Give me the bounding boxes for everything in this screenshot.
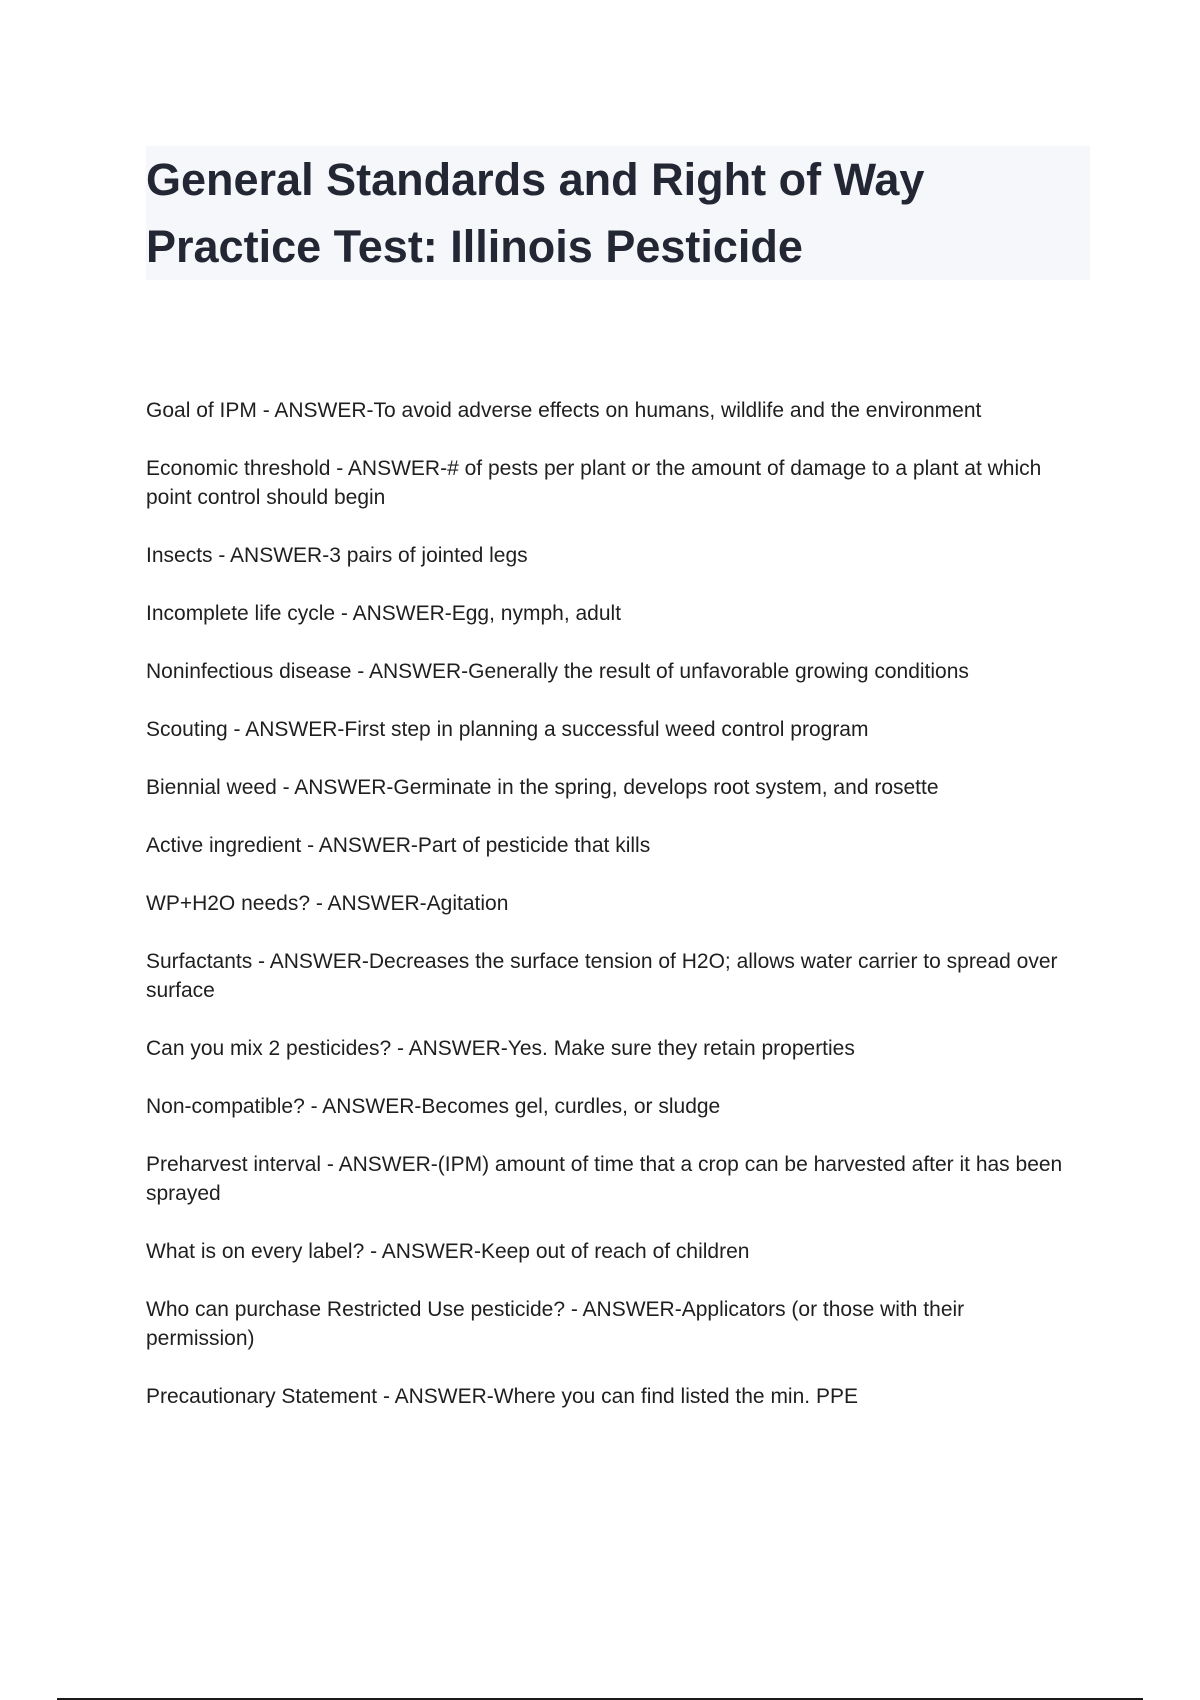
qa-item: Surfactants - ANSWER-Decreases the surface tension of H2O; allows water carrier to spread over surface: [146, 950, 1058, 1002]
qa-item: Active ingredient - ANSWER-Part of pesticide that kills: [146, 834, 651, 857]
qa-item: Noninfectious disease - ANSWER-Generally the result of unfavorable growing conditions: [146, 660, 969, 683]
qa-item: WP+H2O needs? - ANSWER-Agitation: [146, 892, 509, 915]
qa-item: Insects - ANSWER-3 pairs of jointed legs: [146, 544, 528, 567]
qa-item: Scouting - ANSWER-First step in planning a successful weed control program: [146, 718, 869, 741]
qa-item: Non-compatible? - ANSWER-Becomes gel, curdles, or sludge: [146, 1095, 721, 1118]
qa-list: [146, 396, 1076, 1440]
qa-item: Biennial weed - ANSWER-Germinate in the spring, develops root system, and rosette: [146, 776, 939, 799]
qa-item: Preharvest interval - ANSWER-(IPM) amount of time that a crop can be harvested after it has been sprayed: [146, 1153, 1063, 1205]
title-block: [146, 146, 1090, 280]
qa-item: Incomplete life cycle - ANSWER-Egg, nymph, adult: [146, 602, 622, 625]
qa-item: Precautionary Statement - ANSWER-Where you can find listed the min. PPE: [146, 1385, 858, 1408]
qa-item: Goal of IPM - ANSWER-To avoid adverse effects on humans, wildlife and the environment: [146, 399, 982, 422]
page-title: General Standards and Right of Way Practice Test: Illinois Pesticide: [146, 154, 925, 272]
qa-item: What is on every label? - ANSWER-Keep out of reach of children: [146, 1240, 750, 1263]
qa-item: Economic threshold - ANSWER-# of pests per plant or the amount of damage to a plant at which point control should begin: [146, 457, 1042, 509]
qa-item: Can you mix 2 pesticides? - ANSWER-Yes. Make sure they retain properties: [146, 1037, 855, 1060]
qa-item: Who can purchase Restricted Use pesticide? - ANSWER-Applicators (or those with their permission): [146, 1298, 965, 1350]
